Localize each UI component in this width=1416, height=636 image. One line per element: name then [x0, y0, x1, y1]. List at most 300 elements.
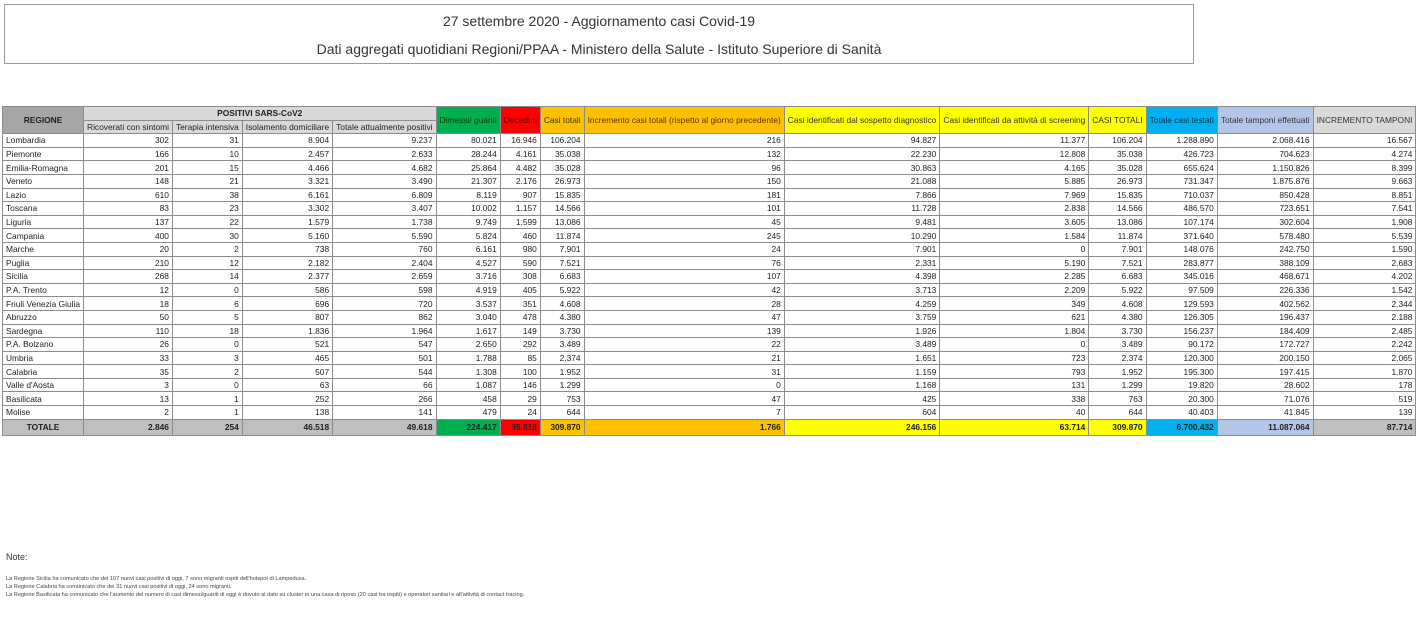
value-cell: 83 [84, 202, 173, 216]
value-cell: 793 [940, 365, 1089, 379]
value-cell: 6.809 [333, 188, 436, 202]
region-name-cell: P.A. Bolzano [3, 338, 84, 352]
table-row [3, 161, 1416, 175]
value-cell: 40.403 [1146, 406, 1217, 420]
value-cell: 2.377 [242, 270, 332, 284]
value-cell: 148.076 [1146, 242, 1217, 256]
value-cell: 9.749 [436, 215, 500, 229]
value-cell: 2.683 [1313, 256, 1416, 270]
value-cell: 80.021 [436, 134, 500, 148]
value-cell: 100 [500, 365, 540, 379]
value-cell: 7.901 [784, 242, 940, 256]
value-cell: 7 [584, 406, 784, 420]
value-cell: 3.605 [940, 215, 1089, 229]
value-cell: 3.730 [1089, 324, 1146, 338]
value-cell: 6.161 [436, 242, 500, 256]
value-cell: 195.300 [1146, 365, 1217, 379]
value-cell: 29 [500, 392, 540, 406]
value-cell: 4.482 [500, 161, 540, 175]
value-cell: 371.640 [1146, 229, 1217, 243]
value-cell: 131 [940, 378, 1089, 392]
region-name-cell: Veneto [3, 174, 84, 188]
value-cell: 3.040 [436, 310, 500, 324]
value-cell: 486.570 [1146, 202, 1217, 216]
value-cell: 292 [500, 338, 540, 352]
value-cell: 2 [172, 242, 242, 256]
value-cell: 66 [333, 378, 436, 392]
value-cell: 2.404 [333, 256, 436, 270]
value-cell: 0 [172, 283, 242, 297]
value-cell: 126.305 [1146, 310, 1217, 324]
value-cell: 201 [84, 161, 173, 175]
value-cell: 252 [242, 392, 332, 406]
value-cell: 479 [436, 406, 500, 420]
value-cell: 1.542 [1313, 283, 1416, 297]
value-cell: 4.202 [1313, 270, 1416, 284]
value-cell: 38 [172, 188, 242, 202]
value-cell: 5.885 [940, 174, 1089, 188]
value-cell: 3.321 [242, 174, 332, 188]
value-cell: 16.946 [500, 134, 540, 148]
value-cell: 96 [584, 161, 784, 175]
total-value-cell: 309.870 [540, 419, 584, 435]
value-cell: 4.527 [436, 256, 500, 270]
region-name-cell: Liguria [3, 215, 84, 229]
value-cell: 28.244 [436, 147, 500, 161]
header-ricoverati: Ricoverati con sintomi [84, 120, 173, 134]
value-cell: 2.633 [333, 147, 436, 161]
table-row [3, 324, 1416, 338]
region-name-cell: Puglia [3, 256, 84, 270]
value-cell: 862 [333, 310, 436, 324]
header-casi-screening: Casi identificati da attività di screening [940, 107, 1089, 134]
value-cell: 24 [584, 242, 784, 256]
value-cell: 2.182 [242, 256, 332, 270]
value-cell: 7.969 [940, 188, 1089, 202]
value-cell: 1.599 [500, 215, 540, 229]
value-cell: 132 [584, 147, 784, 161]
value-cell: 578.480 [1217, 229, 1313, 243]
value-cell: 1.908 [1313, 215, 1416, 229]
value-cell: 22 [584, 338, 784, 352]
value-cell: 610 [84, 188, 173, 202]
value-cell: 41.845 [1217, 406, 1313, 420]
value-cell: 181 [584, 188, 784, 202]
value-cell: 3.489 [784, 338, 940, 352]
value-cell: 148 [84, 174, 173, 188]
value-cell: 184.409 [1217, 324, 1313, 338]
value-cell: 139 [584, 324, 784, 338]
value-cell: 226.336 [1217, 283, 1313, 297]
value-cell: 12 [172, 256, 242, 270]
value-cell: 519 [1313, 392, 1416, 406]
value-cell: 15 [172, 161, 242, 175]
value-cell: 4.165 [940, 161, 1089, 175]
value-cell: 21 [584, 351, 784, 365]
value-cell: 14 [172, 270, 242, 284]
value-cell: 460 [500, 229, 540, 243]
value-cell: 47 [584, 310, 784, 324]
value-cell: 0 [940, 242, 1089, 256]
value-cell: 7.521 [1089, 256, 1146, 270]
value-cell: 1.157 [500, 202, 540, 216]
region-name-cell: Basilicata [3, 392, 84, 406]
value-cell: 4.682 [333, 161, 436, 175]
report-header [4, 4, 1194, 64]
value-cell: 3 [84, 378, 173, 392]
total-value-cell: 6.700.432 [1146, 419, 1217, 435]
value-cell: 704.623 [1217, 147, 1313, 161]
value-cell: 1.087 [436, 378, 500, 392]
value-cell: 0 [940, 338, 1089, 352]
value-cell: 723.651 [1217, 202, 1313, 216]
header-casi-diagnostico: Casi identificati dal sospetto diagnostico [784, 107, 940, 134]
value-cell: 150 [584, 174, 784, 188]
value-cell: 1.875.876 [1217, 174, 1313, 188]
value-cell: 45 [584, 215, 784, 229]
value-cell: 586 [242, 283, 332, 297]
value-cell: 13.086 [1089, 215, 1146, 229]
value-cell: 7.541 [1313, 202, 1416, 216]
value-cell: 760 [333, 242, 436, 256]
value-cell: 4.380 [540, 310, 584, 324]
value-cell: 1.952 [1089, 365, 1146, 379]
value-cell: 604 [784, 406, 940, 420]
value-cell: 20.300 [1146, 392, 1217, 406]
total-value-cell: 254 [172, 419, 242, 435]
value-cell: 268 [84, 270, 173, 284]
value-cell: 8.399 [1313, 161, 1416, 175]
total-value-cell: 87.714 [1313, 419, 1416, 435]
value-cell: 655.624 [1146, 161, 1217, 175]
value-cell: 20 [84, 242, 173, 256]
value-cell: 106.204 [540, 134, 584, 148]
value-cell: 521 [242, 338, 332, 352]
value-cell: 21.307 [436, 174, 500, 188]
region-name-cell: Sardegna [3, 324, 84, 338]
value-cell: 12 [84, 283, 173, 297]
total-row [3, 419, 1416, 435]
value-cell: 40 [940, 406, 1089, 420]
value-cell: 1.836 [242, 324, 332, 338]
value-cell: 720 [333, 297, 436, 311]
value-cell: 907 [500, 188, 540, 202]
value-cell: 266 [333, 392, 436, 406]
value-cell: 1.738 [333, 215, 436, 229]
value-cell: 738 [242, 242, 332, 256]
value-cell: 723 [940, 351, 1089, 365]
value-cell: 4.608 [1089, 297, 1146, 311]
value-cell: 2.209 [940, 283, 1089, 297]
value-cell: 35.028 [1089, 161, 1146, 175]
value-cell: 11.728 [784, 202, 940, 216]
value-cell: 621 [940, 310, 1089, 324]
header-casi-testati: Totale casi testati [1146, 107, 1217, 134]
value-cell: 9.663 [1313, 174, 1416, 188]
table-row [3, 202, 1416, 216]
value-cell: 6.683 [1089, 270, 1146, 284]
header-terapia: Terapia intensiva [172, 120, 242, 134]
region-name-cell: Campania [3, 229, 84, 243]
value-cell: 21 [172, 174, 242, 188]
value-cell: 11.874 [540, 229, 584, 243]
value-cell: 156.237 [1146, 324, 1217, 338]
total-value-cell: 224.417 [436, 419, 500, 435]
value-cell: 15.835 [1089, 188, 1146, 202]
value-cell: 2 [84, 406, 173, 420]
value-cell: 23 [172, 202, 242, 216]
value-cell: 146 [500, 378, 540, 392]
header-dimessi: Dimessi/ guariti [436, 107, 500, 134]
region-name-cell: Calabria [3, 365, 84, 379]
value-cell: 3.490 [333, 174, 436, 188]
value-cell: 1.926 [784, 324, 940, 338]
value-cell: 24 [500, 406, 540, 420]
value-cell: 35.038 [540, 147, 584, 161]
table-row [3, 174, 1416, 188]
region-name-cell: Valle d'Aosta [3, 378, 84, 392]
value-cell: 21.088 [784, 174, 940, 188]
value-cell: 35.038 [1089, 147, 1146, 161]
value-cell: 458 [436, 392, 500, 406]
value-cell: 35 [84, 365, 173, 379]
value-cell: 2.068.416 [1217, 134, 1313, 148]
region-name-cell: Sicilia [3, 270, 84, 284]
value-cell: 0 [172, 378, 242, 392]
note-line-2: La Regione Calabria ha comunicato che dei 31 nuovi casi positivi di oggi, 24 sono migranti. [6, 584, 232, 590]
value-cell: 2.344 [1313, 297, 1416, 311]
value-cell: 5.590 [333, 229, 436, 243]
table-row [3, 256, 1416, 270]
value-cell: 1.579 [242, 215, 332, 229]
value-cell: 101 [584, 202, 784, 216]
value-cell: 501 [333, 351, 436, 365]
header-incremento: Incremento casi totali (rispetto al giorno precedente) [584, 107, 784, 134]
value-cell: 644 [540, 406, 584, 420]
note-line-3: La Regione Basilicata ha comunicato che l'aumento del numero di casi dimessi/guariti di oggi è dovuto al dato su cluster in una casa di riposo (20 casi tra ospiti) e operatori sanitari e all'attività di contact tracing. [6, 592, 525, 598]
value-cell: 7.901 [1089, 242, 1146, 256]
value-cell: 980 [500, 242, 540, 256]
value-cell: 10.290 [784, 229, 940, 243]
value-cell: 302 [84, 134, 173, 148]
value-cell: 302.604 [1217, 215, 1313, 229]
value-cell: 345.016 [1146, 270, 1217, 284]
header-incremento-tamponi: INCREMENTO TAMPONI [1313, 107, 1416, 134]
value-cell: 5.824 [436, 229, 500, 243]
value-cell: 2.331 [784, 256, 940, 270]
value-cell: 400 [84, 229, 173, 243]
value-cell: 76 [584, 256, 784, 270]
value-cell: 2.188 [1313, 310, 1416, 324]
value-cell: 5.922 [1089, 283, 1146, 297]
value-cell: 425 [784, 392, 940, 406]
header-isolamento: Isolamento domiciliare [242, 120, 332, 134]
value-cell: 2.374 [540, 351, 584, 365]
value-cell: 26.973 [1089, 174, 1146, 188]
table-row [3, 242, 1416, 256]
total-value-cell: 1.766 [584, 419, 784, 435]
value-cell: 42 [584, 283, 784, 297]
value-cell: 31 [172, 134, 242, 148]
total-value-cell: 2.846 [84, 419, 173, 435]
value-cell: 210 [84, 256, 173, 270]
value-cell: 16.567 [1313, 134, 1416, 148]
table-row [3, 338, 1416, 352]
value-cell: 4.919 [436, 283, 500, 297]
value-cell: 6 [172, 297, 242, 311]
value-cell: 308 [500, 270, 540, 284]
value-cell: 6.683 [540, 270, 584, 284]
header-tamponi: Totale tamponi effettuati [1217, 107, 1313, 134]
value-cell: 507 [242, 365, 332, 379]
table-row [3, 270, 1416, 284]
value-cell: 28.602 [1217, 378, 1313, 392]
value-cell: 1 [172, 406, 242, 420]
table-row [3, 310, 1416, 324]
value-cell: 2.457 [242, 147, 332, 161]
value-cell: 9.237 [333, 134, 436, 148]
value-cell: 405 [500, 283, 540, 297]
value-cell: 753 [540, 392, 584, 406]
total-value-cell: 49.618 [333, 419, 436, 435]
region-name-cell: Molise [3, 406, 84, 420]
total-value-cell: 35.818 [500, 419, 540, 435]
value-cell: 544 [333, 365, 436, 379]
region-name-cell: Umbria [3, 351, 84, 365]
table-row [3, 392, 1416, 406]
value-cell: 2.838 [940, 202, 1089, 216]
value-cell: 2.374 [1089, 351, 1146, 365]
value-cell: 2.242 [1313, 338, 1416, 352]
value-cell: 5.922 [540, 283, 584, 297]
value-cell: 1.299 [540, 378, 584, 392]
value-cell: 3.407 [333, 202, 436, 216]
value-cell: 178 [1313, 378, 1416, 392]
value-cell: 283.877 [1146, 256, 1217, 270]
value-cell: 1.308 [436, 365, 500, 379]
table-row [3, 283, 1416, 297]
region-name-cell: Lombardia [3, 134, 84, 148]
value-cell: 4.380 [1089, 310, 1146, 324]
value-cell: 141 [333, 406, 436, 420]
value-cell: 1.584 [940, 229, 1089, 243]
value-cell: 468.671 [1217, 270, 1313, 284]
value-cell: 106.204 [1089, 134, 1146, 148]
value-cell: 1.804 [940, 324, 1089, 338]
value-cell: 1.870 [1313, 365, 1416, 379]
value-cell: 138 [242, 406, 332, 420]
value-cell: 200.150 [1217, 351, 1313, 365]
value-cell: 1.590 [1313, 242, 1416, 256]
value-cell: 3.716 [436, 270, 500, 284]
value-cell: 1.952 [540, 365, 584, 379]
value-cell: 120.300 [1146, 351, 1217, 365]
value-cell: 349 [940, 297, 1089, 311]
table-body [3, 134, 1416, 435]
total-value-cell: 63.714 [940, 419, 1089, 435]
value-cell: 8.119 [436, 188, 500, 202]
table-row [3, 297, 1416, 311]
value-cell: 763 [1089, 392, 1146, 406]
value-cell: 1.299 [1089, 378, 1146, 392]
value-cell: 478 [500, 310, 540, 324]
value-cell: 2.065 [1313, 351, 1416, 365]
value-cell: 242.750 [1217, 242, 1313, 256]
value-cell: 590 [500, 256, 540, 270]
value-cell: 25.864 [436, 161, 500, 175]
value-cell: 15.835 [540, 188, 584, 202]
total-value-cell: 11.087.064 [1217, 419, 1313, 435]
value-cell: 338 [940, 392, 1089, 406]
value-cell: 5.539 [1313, 229, 1416, 243]
covid-data-table [2, 106, 1416, 436]
value-cell: 216 [584, 134, 784, 148]
value-cell: 644 [1089, 406, 1146, 420]
value-cell: 2.285 [940, 270, 1089, 284]
value-cell: 426.723 [1146, 147, 1217, 161]
value-cell: 30 [172, 229, 242, 243]
value-cell: 807 [242, 310, 332, 324]
value-cell: 139 [1313, 406, 1416, 420]
value-cell: 850.428 [1217, 188, 1313, 202]
value-cell: 30.863 [784, 161, 940, 175]
value-cell: 4.161 [500, 147, 540, 161]
value-cell: 465 [242, 351, 332, 365]
table-row [3, 188, 1416, 202]
value-cell: 13 [84, 392, 173, 406]
value-cell: 2.659 [333, 270, 436, 284]
header-deceduti: Deceduti [500, 107, 540, 134]
value-cell: 22.230 [784, 147, 940, 161]
value-cell: 28 [584, 297, 784, 311]
value-cell: 4.259 [784, 297, 940, 311]
header-totale-positivi: Totale attualmente positivi [333, 120, 436, 134]
value-cell: 3.489 [1089, 338, 1146, 352]
value-cell: 3.537 [436, 297, 500, 311]
value-cell: 149 [500, 324, 540, 338]
value-cell: 63 [242, 378, 332, 392]
value-cell: 4.608 [540, 297, 584, 311]
value-cell: 3.730 [540, 324, 584, 338]
value-cell: 10 [172, 147, 242, 161]
value-cell: 7.521 [540, 256, 584, 270]
table-row [3, 351, 1416, 365]
table-row [3, 229, 1416, 243]
value-cell: 5 [172, 310, 242, 324]
value-cell: 696 [242, 297, 332, 311]
value-cell: 2.485 [1313, 324, 1416, 338]
value-cell: 2.650 [436, 338, 500, 352]
header-positivi-group: POSITIVI SARS-CoV2 [84, 107, 436, 121]
table-row [3, 215, 1416, 229]
region-name-cell: Emilia-Romagna [3, 161, 84, 175]
value-cell: 2 [172, 365, 242, 379]
value-cell: 388.109 [1217, 256, 1313, 270]
value-cell: 14.566 [1089, 202, 1146, 216]
value-cell: 8.904 [242, 134, 332, 148]
value-cell: 12.808 [940, 147, 1089, 161]
value-cell: 351 [500, 297, 540, 311]
value-cell: 3 [172, 351, 242, 365]
value-cell: 11.377 [940, 134, 1089, 148]
value-cell: 402.562 [1217, 297, 1313, 311]
value-cell: 4.398 [784, 270, 940, 284]
value-cell: 26.973 [540, 174, 584, 188]
table-row [3, 406, 1416, 420]
value-cell: 1.617 [436, 324, 500, 338]
total-label-cell: TOTALE [3, 419, 84, 435]
value-cell: 10.002 [436, 202, 500, 216]
